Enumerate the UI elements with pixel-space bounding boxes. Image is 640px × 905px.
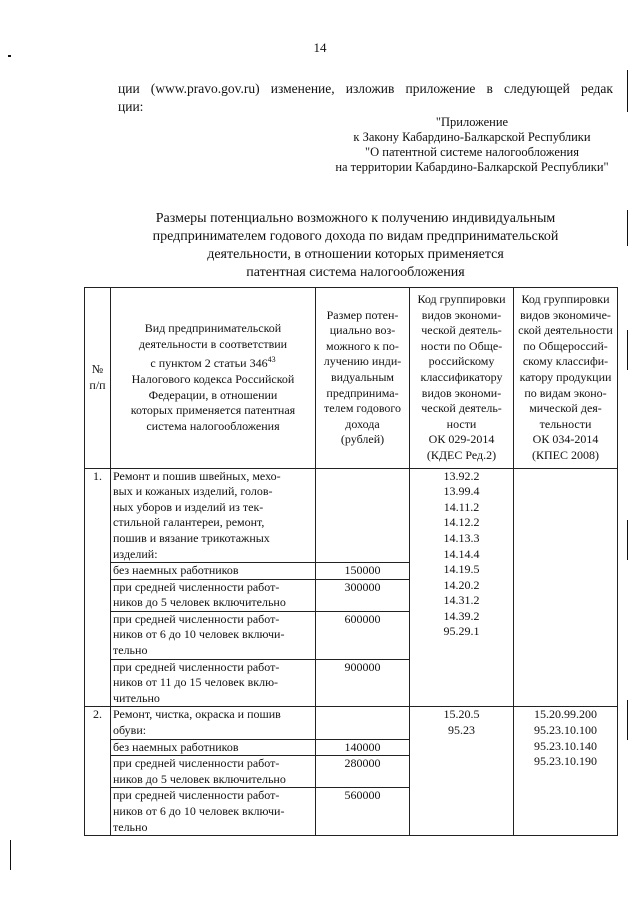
income-table: [84, 287, 618, 836]
activity-title-line: ных уборов и изделий из тек-: [113, 499, 264, 514]
subrow-condition-line: ников до 5 человек включительно: [113, 771, 286, 786]
header-line: ности по Обще-: [420, 338, 503, 353]
page-number: 14: [313, 40, 327, 55]
appendix-line: к Закону Кабардино-Балкарской Республики: [353, 130, 591, 144]
header-line: (КДЕС Ред.2): [426, 447, 497, 462]
income-value: 560000: [316, 788, 410, 836]
header-line: скому классифи-: [522, 354, 609, 369]
intro-word: ции: [118, 81, 140, 96]
income-value: 600000: [316, 611, 410, 659]
okved-code: 14.31.2: [443, 593, 480, 608]
intro-word: (www.pravo.gov.ru): [150, 81, 260, 96]
header-line: ОК 029-2014: [428, 432, 495, 447]
header-line: мической дея-: [529, 401, 602, 416]
binding-mark: [627, 700, 628, 740]
binding-mark: [627, 210, 628, 246]
header-line-text: с пунктом 2 статьи 346: [150, 356, 268, 371]
header-line: [113, 403, 313, 419]
okpd-codes: [514, 707, 618, 836]
activity-title: [111, 468, 316, 563]
subrow-condition-line: при средней численности работ-: [113, 611, 280, 626]
activity-title-line: вых и кожаных изделий, голов-: [113, 484, 273, 499]
header-income: [316, 288, 410, 469]
header-line: Код группировки: [521, 292, 610, 306]
header-line-text: Вид предпринимательской: [144, 321, 282, 336]
okpd-code: 15.20.99.200: [534, 707, 597, 722]
subrow-condition: [111, 563, 316, 580]
header-line: ческой деятель-: [421, 323, 502, 338]
binding-mark: [8, 55, 11, 57]
income-value: 300000: [316, 579, 410, 611]
okpd-code: 95.23.10.100: [534, 723, 597, 738]
header-line: видов экономиче-: [520, 307, 611, 322]
header-line: ности: [446, 416, 477, 431]
header-line: видов экономи-: [421, 307, 502, 322]
okved-code: 14.39.2: [443, 608, 480, 623]
activity-title-line: Ремонт и пошив швейных, мехо-: [113, 468, 281, 483]
header-line: ской деятельности: [518, 323, 613, 338]
header-line: [113, 321, 313, 337]
header-line: классификатору: [420, 369, 503, 384]
subrow-condition-line: при средней численности работ-: [113, 756, 280, 771]
activity-title-line: стильной галантереи, ремонт,: [113, 515, 265, 530]
subrow-condition: [111, 788, 316, 836]
income-value: 900000: [316, 659, 410, 707]
header-line: [113, 352, 313, 372]
income-value: 140000: [316, 739, 410, 756]
okved-code: 95.23: [448, 723, 475, 738]
subrow-condition-line: ников от 6 до 10 человек включи-: [113, 627, 285, 642]
subrow-condition-line: чительно: [113, 690, 160, 705]
intro-word: изменение,: [270, 81, 335, 96]
table-row: [85, 707, 618, 739]
title-line: деятельности, в отношении которых применяется: [207, 247, 504, 262]
intro-word: изложив: [345, 81, 395, 96]
income-value: 280000: [316, 756, 410, 788]
header-line: ческой деятель-: [421, 401, 502, 416]
okpd-code: 95.23.10.190: [534, 754, 597, 769]
header-line: тельности: [539, 416, 592, 431]
okved-code: 14.11.2: [443, 499, 480, 514]
table-header-row: [85, 288, 618, 469]
okved-code: 14.14.4: [443, 546, 480, 561]
okved-code: 14.19.5: [443, 562, 480, 577]
okved-code: 14.13.3: [443, 530, 480, 545]
header-activity: [111, 288, 316, 469]
header-line: предпринима-: [326, 385, 399, 400]
table-body: [85, 468, 618, 836]
subrow-condition-line: тельно: [113, 819, 148, 834]
header-line: можного к по-: [326, 338, 399, 353]
binding-mark: [627, 520, 628, 560]
appendix-heading: [322, 115, 622, 175]
activity-title: [111, 707, 316, 739]
header-line: №: [91, 362, 104, 377]
header-line: Код группировки: [417, 292, 506, 306]
title-line: Размеры потенциально возможного к получению индивидуальным: [155, 211, 556, 226]
header-line-text: Налогового кодекса Российской: [131, 371, 295, 386]
header-line: (рублей): [340, 432, 385, 447]
header-line: [113, 419, 313, 435]
okved-code: 14.20.2: [443, 577, 480, 592]
document-title: [118, 210, 593, 282]
header-line: [113, 372, 313, 388]
subrow-condition-line: без наемных работников: [113, 739, 239, 754]
header-okved: [410, 288, 514, 469]
header-line: российскому: [428, 354, 495, 369]
header-line: по Общероссий-: [523, 338, 608, 353]
okved-code: 13.92.2: [443, 468, 480, 483]
okved-code: 13.99.4: [443, 484, 480, 499]
income-cell-empty: [316, 707, 410, 739]
header-line: [113, 337, 313, 353]
header-line: (КПЕС 2008): [532, 447, 599, 462]
appendix-line: на территории Кабардино-Балкарской Республики": [335, 160, 609, 174]
appendix-line: "О патентной системе налогообложения: [365, 145, 579, 159]
subrow-condition-line: при средней численности работ-: [113, 788, 280, 803]
subrow-condition: [111, 659, 316, 707]
okved-codes: [410, 707, 514, 836]
row-number: 2.: [85, 707, 111, 836]
subrow-condition-line: без наемных работников: [113, 563, 239, 578]
intro-word: в: [486, 81, 493, 96]
title-line: предпринимателем годового дохода по видам предпринимательской: [152, 229, 559, 244]
header-line: ОК 034-2014: [532, 432, 599, 447]
income-cell-empty: [316, 468, 410, 563]
header-line: видуальным: [330, 369, 394, 384]
intro-word: приложение: [405, 81, 476, 96]
intro-paragraph: [118, 80, 613, 116]
activity-title-line: пошив и вязание трикотажных: [113, 530, 270, 545]
header-num: [85, 288, 111, 469]
footnote-ref: 43: [267, 355, 276, 365]
header-line: катору продукции: [519, 369, 612, 384]
header-line: дохода: [345, 416, 380, 431]
header-line-text: Федерации, в отношении: [148, 387, 278, 402]
subrow-condition-line: ников от 6 до 10 человек включи-: [113, 804, 285, 818]
subrow-condition-line: при средней численности работ-: [113, 579, 280, 594]
appendix-line: "Приложение: [435, 115, 509, 129]
okpd-codes: [514, 468, 618, 707]
header-line: [113, 388, 313, 404]
header-line: по видам эконо-: [524, 385, 607, 400]
header-line: п/п: [89, 377, 106, 392]
binding-mark: [627, 70, 628, 112]
header-line-text: система налогообложения: [146, 418, 280, 433]
activity-title-line: обуви:: [113, 723, 147, 738]
header-line-text: которых применяется патентная: [130, 403, 296, 418]
header-line: телем годового: [323, 401, 402, 416]
activity-title-line: Ремонт, чистка, окраска и пошив: [113, 707, 281, 722]
subrow-condition-line: ников от 11 до 15 человек вклю-: [113, 675, 279, 690]
okved-codes: [410, 468, 514, 707]
header-line: Размер потен-: [326, 307, 399, 322]
subrow-condition: [111, 739, 316, 756]
header-okpd: [514, 288, 618, 469]
header-line: видов экономи-: [421, 385, 502, 400]
binding-mark: [10, 840, 11, 870]
income-value: 150000: [316, 563, 410, 580]
header-line: циально воз-: [329, 323, 396, 338]
intro-word: следующей: [503, 81, 570, 96]
subrow-condition: [111, 756, 316, 788]
header-line-text: деятельности в соответствии: [138, 336, 288, 351]
intro-word: редак: [580, 81, 613, 96]
binding-mark: [627, 330, 628, 370]
subrow-condition-line: тельно: [113, 643, 148, 658]
title-line: патентная система налогообложения: [246, 265, 465, 280]
okved-code: 95.29.1: [443, 624, 480, 639]
table-row: [85, 468, 618, 563]
subrow-condition-line: ников до 5 человек включительно: [113, 595, 286, 610]
okpd-code: 95.23.10.140: [534, 738, 597, 753]
okved-code: 14.12.2: [443, 515, 480, 530]
intro-line-2: ции:: [118, 99, 144, 114]
subrow-condition: [111, 579, 316, 611]
subrow-condition-line: при средней численности работ-: [113, 659, 280, 674]
header-line: лучению инди-: [323, 354, 402, 369]
row-number: 1.: [85, 468, 111, 707]
okved-code: 15.20.5: [443, 707, 480, 722]
activity-title-line: изделий:: [113, 546, 158, 561]
subrow-condition: [111, 611, 316, 659]
